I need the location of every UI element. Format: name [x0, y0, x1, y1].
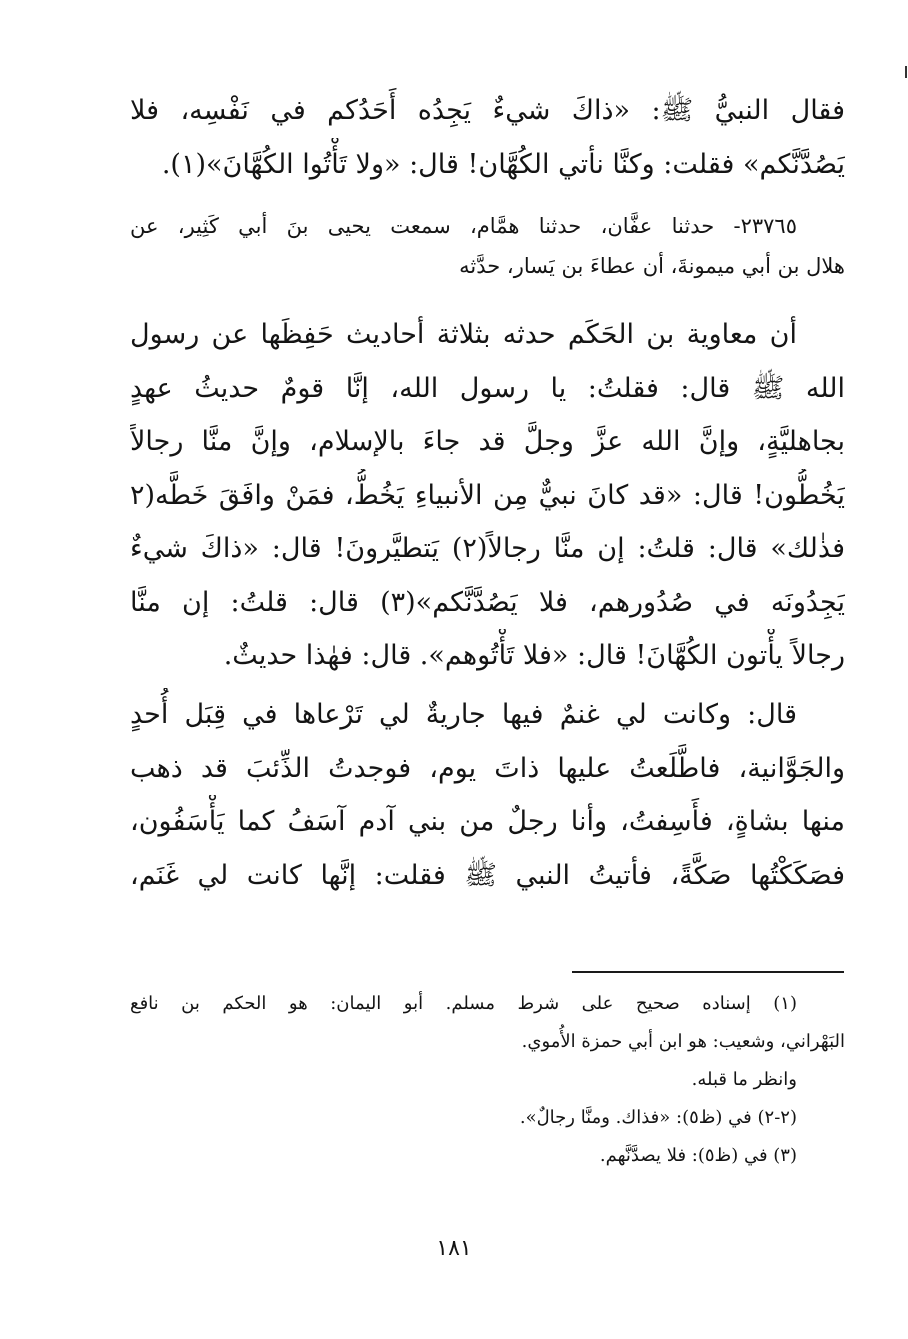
page-number: ١٨١	[436, 1236, 472, 1261]
text-line: يَخُطُّون! قال: «قد كانَ نبيٌّ مِن الأنبياءِ يَخُطُّ، فمَنْ وافَقَ خَطَّه(٢	[130, 479, 845, 511]
footnote-line: (٣) في (ظ٥): فلا يصدَّنَّهم.	[599, 1145, 797, 1166]
text-line: قال: وكانت لي غنمٌ فيها جاريةٌ لي تَرْعاها في قِبَل أُحدٍ	[130, 699, 797, 730]
text-line: والجَوَّانية، فاطَّلَعتُ عليها ذاتَ يوم، فوجدتُ الذِّئبَ قد ذهب	[130, 752, 845, 784]
text-line: الله ﷺ قال: فقلتُ: يا رسول الله، إنَّا قومٌ حديثُ عهدٍ	[130, 372, 845, 404]
text-line: ٢٣٧٦٥- حدثنا عفَّان، حدثنا همَّام، سمعت يحيى بنَ أبي كَثِير، عن	[130, 214, 797, 238]
paragraph-2	[130, 308, 845, 683]
text-line: منها بشاةٍ، فأَسِفتُ، وأنا رجلٌ من بني آدم آسَفُ كما يَأْسَفُون،	[130, 806, 845, 837]
text-line: يَصُدَّنَّكم» فقلت: وكنَّا نأتي الكُهَّان! قال: «ولا تَأْتُوا الكُهَّانَ»(١).	[161, 148, 845, 180]
text-line: بجاهليَّةٍ، وإنَّ الله عزَّ وجلَّ قد جاءَ بالإسلام، وإنَّ منَّا رجالاً	[130, 426, 845, 457]
footnotes	[130, 985, 845, 1175]
text-line: هلال بن أبي ميمونةَ، أن عطاءَ بن يَسار، حدَّثه	[459, 254, 845, 278]
text-line: رجالاً يأْتون الكُهَّانَ! قال: «فلا تَأْتُوهم». قال: فهٰذا حديثٌ.	[223, 640, 845, 671]
footnote-line: (١) إسناده صحيح على شرط مسلم. أبو اليمان: هو الحكم بن نافع	[130, 993, 797, 1014]
paragraph-3	[130, 688, 845, 902]
footnote-line: (٢-٢) في (ظ٥): «فذاك. ومنَّا رجالٌ».	[519, 1107, 797, 1128]
footnote-line: وانظر ما قبله.	[691, 1069, 797, 1090]
text-line: فذٰلك» قال: قلتُ: إن منَّا رجالاً(٢) يَتطيَّرونَ! قال: «ذاكَ شيءٌ	[130, 533, 845, 564]
footnote-separator	[572, 971, 844, 973]
text-line: أن معاوية بن الحَكَم حدثه بثلاثة أحاديث حَفِظَها عن رسول	[130, 319, 797, 350]
text-line: فصَكَكْتُها صَكَّةً، فأتيتُ النبي ﷺ فقلت: إنَّها كانت لي غَنَم،	[130, 859, 845, 891]
footnote-line: البَهْراني، وشعيب: هو ابن أبي حمزة الأُموي.	[521, 1031, 845, 1052]
text-line: يَجِدُونَه في صُدُورهم، فلا يَصُدَّنَّكم»(٣) قال: قلتُ: إن منَّا	[130, 586, 845, 618]
paragraph-1	[130, 84, 845, 191]
text-line: فقال النبيُّ ﷺ: «ذاكَ شيءٌ يَجِدُه أَحَدُكم في نَفْسِه، فلا	[130, 95, 845, 126]
hadith-chain-header	[130, 206, 845, 286]
scan-mark	[905, 66, 907, 78]
